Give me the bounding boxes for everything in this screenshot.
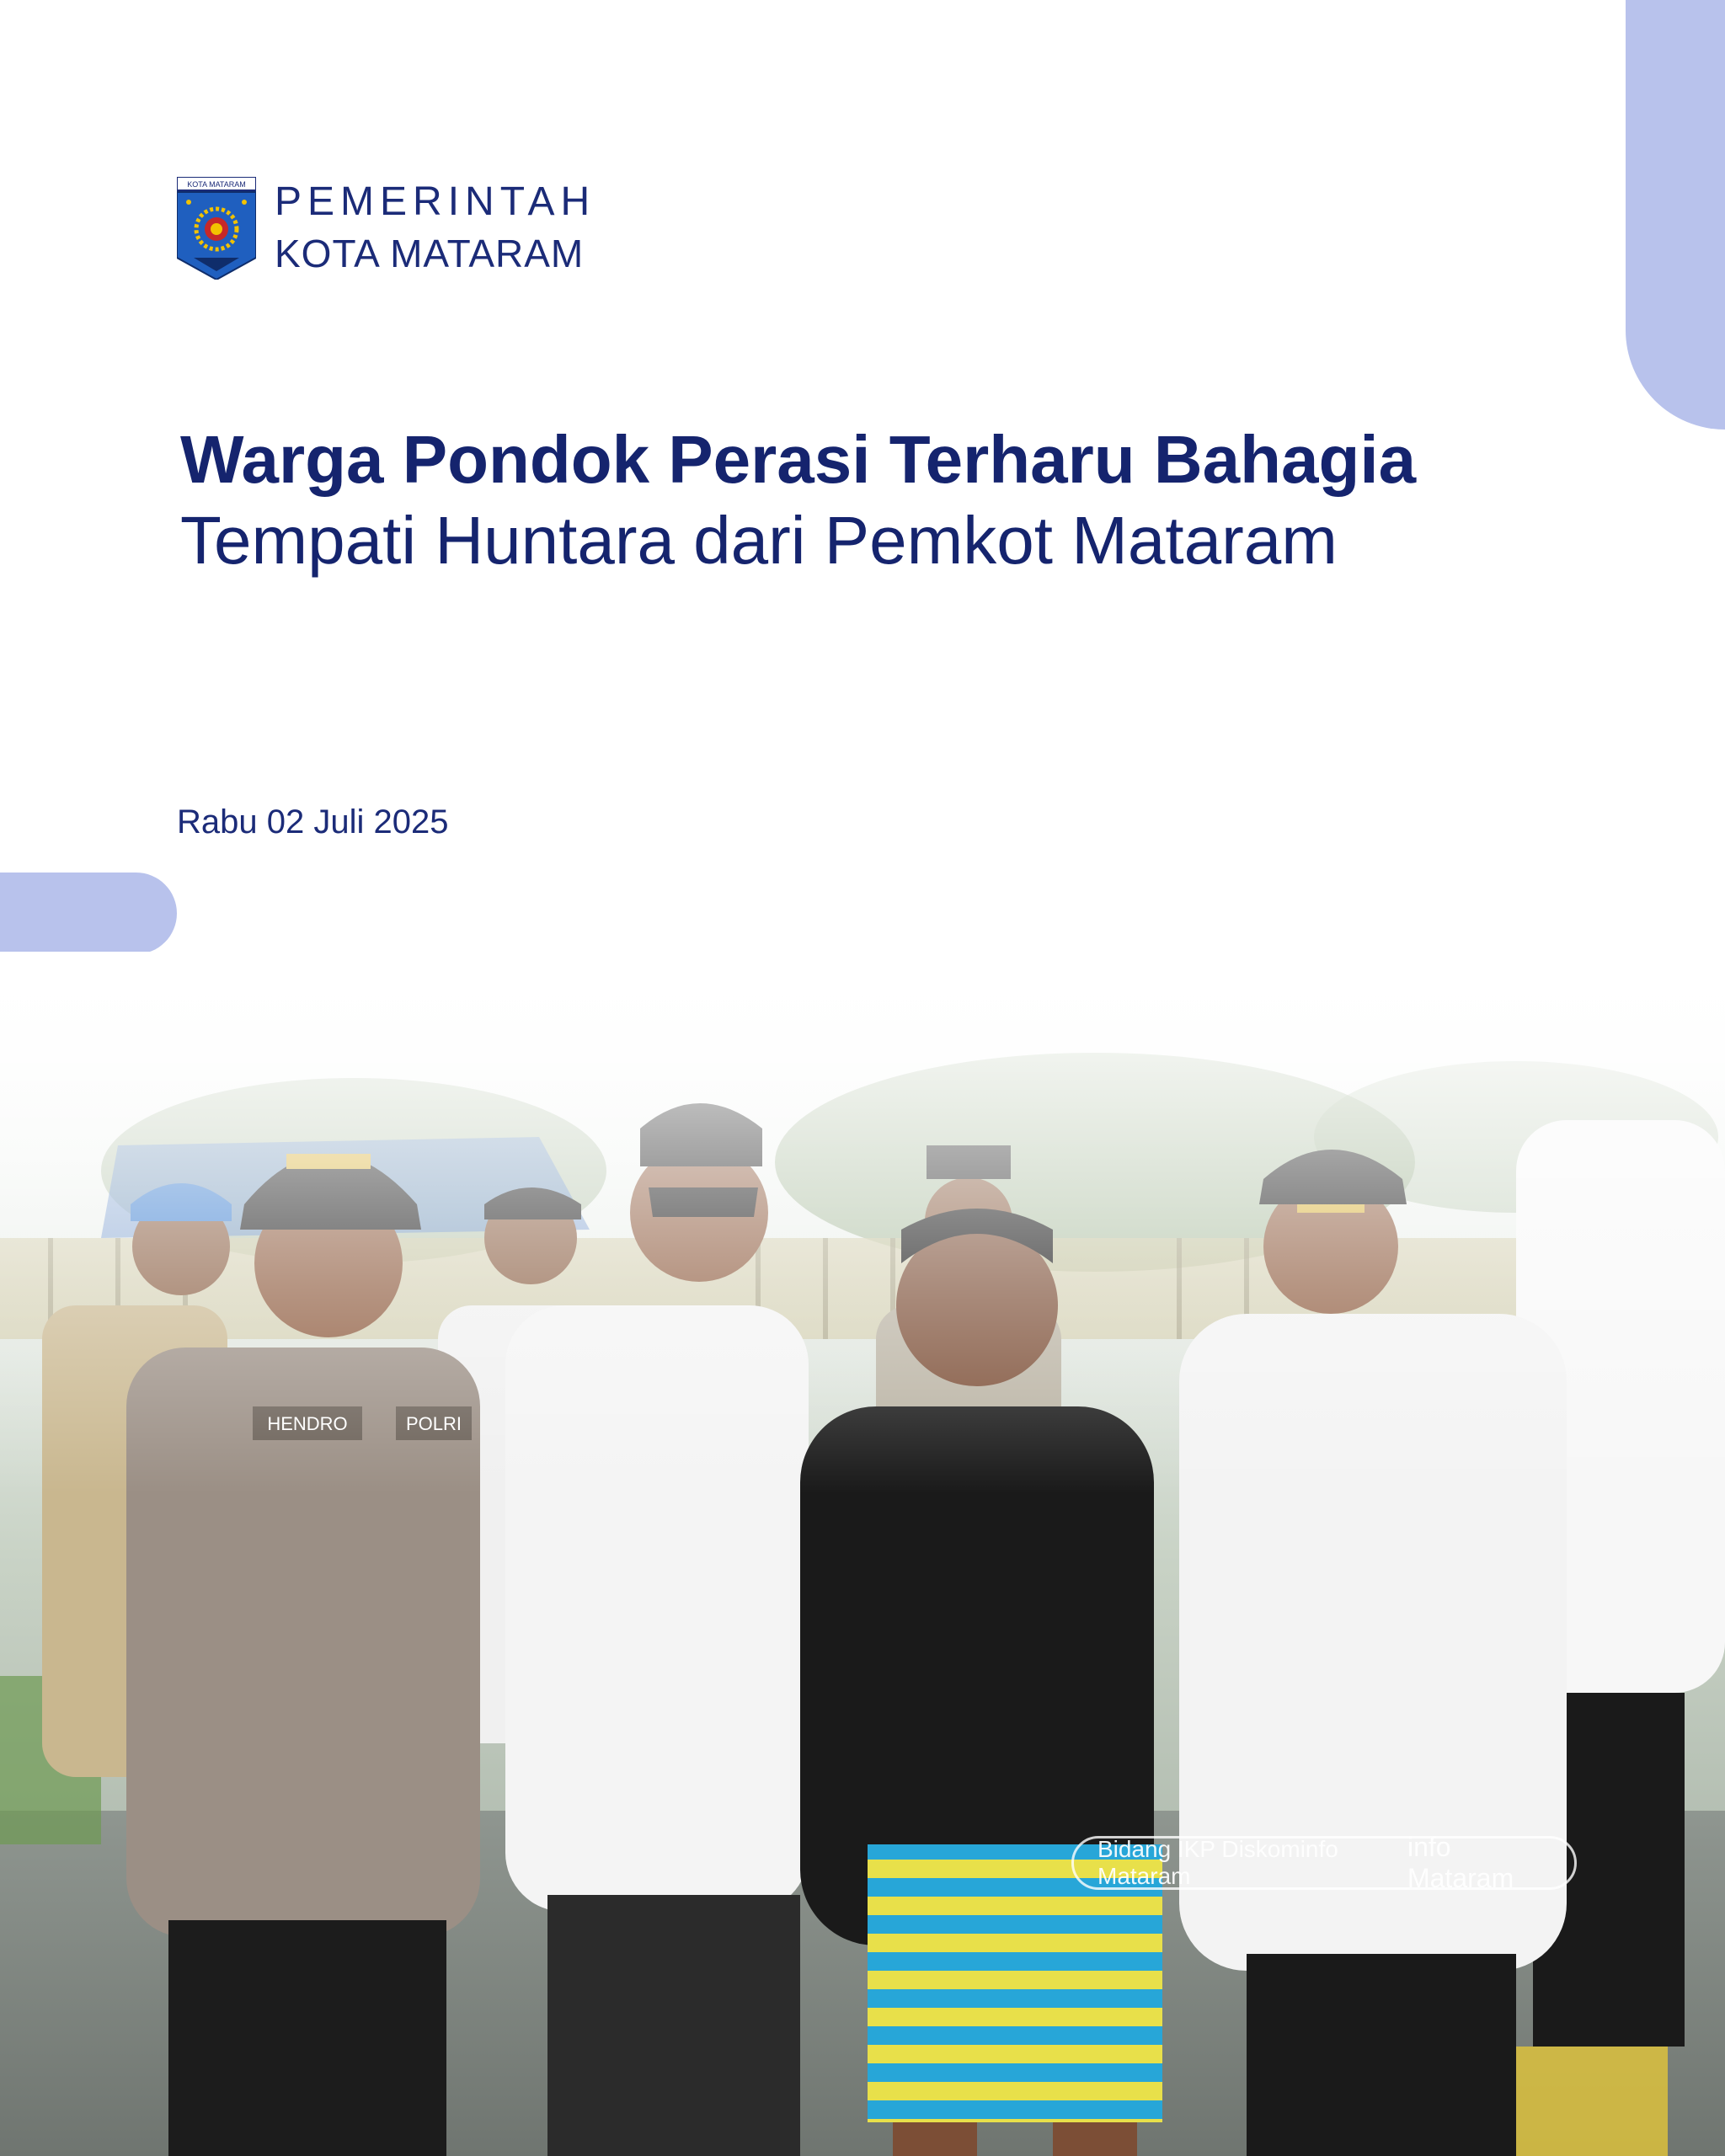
crest-label: KOTA MATARAM xyxy=(187,180,246,189)
photo-credit-watermark xyxy=(1071,1832,1577,1893)
news-photo xyxy=(0,952,1725,2156)
headline-line2: Tempati Huntara dari Pemkot Mataram xyxy=(180,503,1338,578)
watermark-brand-text: info Mataram xyxy=(1407,1832,1514,1893)
government-logo xyxy=(177,177,595,280)
headline-line1: Warga Pondok Perasi Terharu Bahagia xyxy=(180,422,1417,497)
watermark-credit-text: Bidang IKP Diskominfo Mataram xyxy=(1097,1836,1338,1889)
publish-date: Rabu 02 Juli 2025 xyxy=(177,803,449,841)
kota-mataram-crest-icon xyxy=(177,177,256,280)
decorative-left-pill xyxy=(0,873,177,954)
decorative-top-right-tab xyxy=(1626,0,1725,430)
org-name-line1: PEMERINTAH xyxy=(275,179,596,224)
org-name-line2: KOTA MATARAM xyxy=(275,232,585,275)
